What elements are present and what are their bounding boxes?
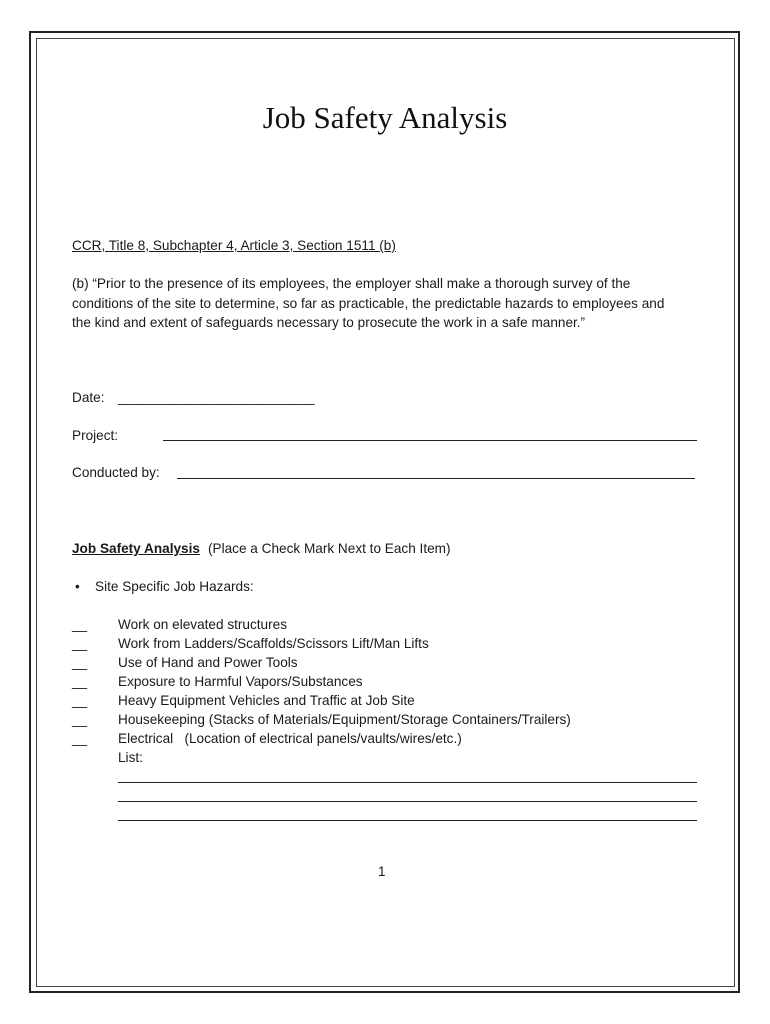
- hazard-item: Work from Ladders/Scaffolds/Scissors Lift/Man Lifts: [118, 636, 429, 651]
- quote-line: the kind and extent of safeguards necessary to prosecute the work in a safe manner.”: [72, 315, 586, 330]
- hazard-item: Work on elevated structures: [118, 617, 287, 632]
- list-line[interactable]: [118, 820, 697, 821]
- checkbox-blank[interactable]: __: [72, 636, 88, 651]
- hazard-item: Exposure to Harmful Vapors/Substances: [118, 674, 363, 689]
- project-label: Project:: [72, 428, 119, 443]
- conducted-by-label: Conducted by:: [72, 465, 160, 480]
- hazard-item: Housekeeping (Stacks of Materials/Equipment/Storage Containers/Trailers): [118, 712, 571, 727]
- date-label: Date:: [72, 390, 105, 405]
- site-hazards-subheading: Site Specific Job Hazards:: [95, 579, 254, 594]
- checkbox-blank[interactable]: __: [72, 674, 88, 689]
- checkbox-blank[interactable]: __: [72, 712, 88, 727]
- hazard-item: Use of Hand and Power Tools: [118, 655, 298, 670]
- list-line[interactable]: [118, 782, 697, 783]
- project-field[interactable]: [163, 440, 697, 441]
- hazard-item: Electrical (Location of electrical panels/vaults/wires/etc.): [118, 731, 462, 746]
- quote-line: (b) “Prior to the presence of its employees, the employer shall make a thorough survey of the: [72, 276, 631, 291]
- regulation-quote: [72, 274, 712, 333]
- checkbox-blank[interactable]: __: [72, 731, 88, 746]
- page-border-inner: [36, 38, 735, 987]
- hazard-item: Heavy Equipment Vehicles and Traffic at Job Site: [118, 693, 415, 708]
- section-instruction: (Place a Check Mark Next to Each Item): [208, 541, 451, 556]
- checkbox-blank[interactable]: __: [72, 655, 88, 670]
- checkbox-blank[interactable]: __: [72, 693, 88, 708]
- section-heading: Job Safety Analysis: [72, 541, 200, 556]
- quote-line: conditions of the site to determine, so far as practicable, the predictable hazards to employees and: [72, 295, 665, 311]
- conducted-by-field[interactable]: [177, 478, 695, 479]
- list-label: List:: [118, 750, 143, 765]
- date-field[interactable]: __________________________: [118, 390, 315, 405]
- bullet-icon: •: [75, 579, 80, 594]
- checkbox-blank[interactable]: __: [72, 617, 88, 632]
- list-line[interactable]: [118, 801, 697, 802]
- document-title: Job Safety Analysis: [262, 100, 508, 135]
- regulation-citation: CCR, Title 8, Subchapter 4, Article 3, Section 1511 (b): [72, 238, 396, 253]
- page-number: 1: [378, 864, 386, 879]
